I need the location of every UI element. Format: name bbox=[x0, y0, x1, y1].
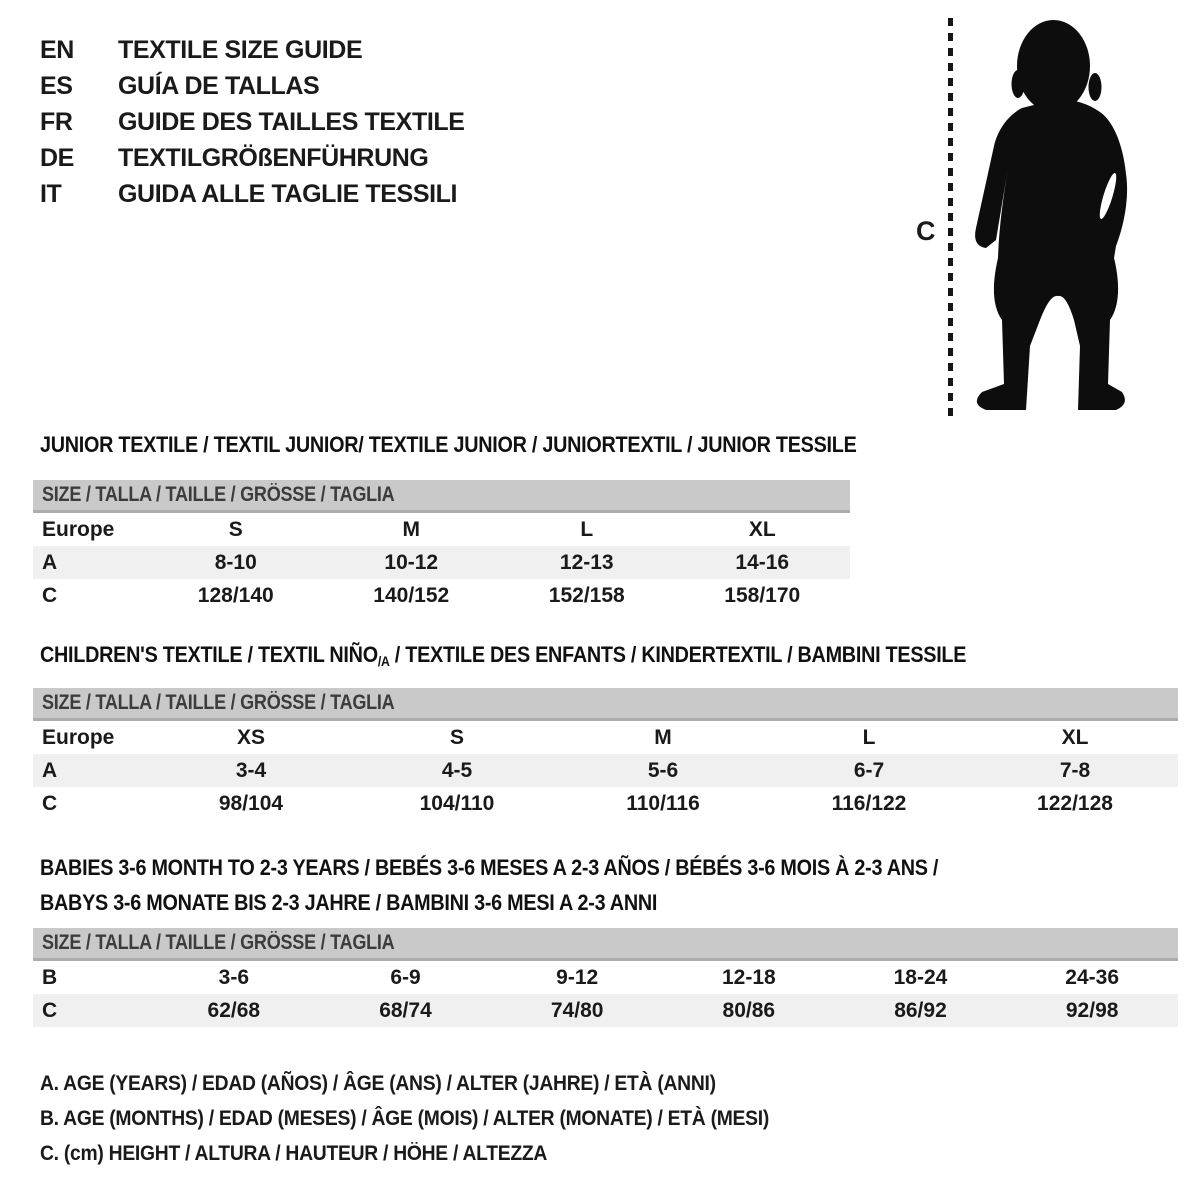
cell: 6-7 bbox=[853, 758, 885, 782]
guide-title-fr: GUIDE DES TAILLES TEXTILE bbox=[118, 107, 465, 136]
cell: 5-6 bbox=[647, 758, 679, 782]
height-measure-label: C bbox=[916, 216, 936, 246]
language-row bbox=[40, 32, 465, 68]
legend-line-c: C. (cm) HEIGHT / ALTURA / HAUTEUR / HÖHE / ALTEZZA bbox=[40, 1141, 548, 1165]
language-code: IT bbox=[40, 179, 62, 208]
size-header-row bbox=[33, 480, 850, 513]
row-label: C bbox=[42, 791, 58, 815]
cell: 62/68 bbox=[207, 998, 261, 1022]
size-header-row bbox=[33, 688, 1178, 721]
cell: L bbox=[862, 725, 876, 749]
language-code: DE bbox=[40, 143, 74, 172]
cell: M bbox=[402, 517, 420, 541]
cell: 12-18 bbox=[721, 965, 776, 989]
cell: 3-4 bbox=[235, 758, 267, 782]
cell: 116/122 bbox=[831, 791, 907, 815]
size-header-label: SIZE / TALLA / TAILLE / GRÖSSE / TAGLIA bbox=[42, 931, 395, 954]
cell: 7-8 bbox=[1059, 758, 1091, 782]
guide-title-en: TEXTILE SIZE GUIDE bbox=[118, 35, 363, 64]
size-header-label: SIZE / TALLA / TAILLE / GRÖSSE / TAGLIA bbox=[42, 691, 395, 714]
table-row bbox=[33, 754, 1178, 787]
cell: 104/110 bbox=[419, 791, 495, 815]
guide-title-es: GUÍA DE TALLAS bbox=[118, 71, 320, 100]
guide-title-de: TEXTILGRÖßENFÜHRUNG bbox=[118, 143, 429, 172]
babies-section-title: BABIES 3-6 MONTH TO 2-3 YEARS / BEBÉS 3-6 MESES A 2-3 AÑOS / BÉBÉS 3-6 MOIS À 2-3 ANS / BABYS 3-6 MONATE BIS 2-3 JAHRE / BAMBINI 3-6 MESI A 2-3 ANNI bbox=[40, 855, 939, 915]
language-row bbox=[40, 68, 465, 104]
row-label: A bbox=[42, 550, 58, 574]
cell: 98/104 bbox=[218, 791, 284, 815]
cell: XL bbox=[1061, 725, 1089, 749]
row-label: A bbox=[42, 758, 58, 782]
cell: 24-36 bbox=[1065, 965, 1120, 989]
height-measure-dashed-line bbox=[948, 18, 953, 416]
cell: 140/152 bbox=[373, 583, 450, 607]
legend-line-a: A. AGE (YEARS) / EDAD (AÑOS) / ÂGE (ANS) / ALTER (JAHRE) / ETÀ (ANNI) bbox=[40, 1071, 716, 1095]
cell: 9-12 bbox=[556, 965, 599, 989]
cell: 6-9 bbox=[390, 965, 421, 989]
language-title-list bbox=[40, 32, 465, 212]
language-code: ES bbox=[40, 71, 73, 100]
cell: L bbox=[580, 517, 594, 541]
row-label: C bbox=[42, 998, 58, 1022]
cell: 18-24 bbox=[893, 965, 948, 989]
cell: 152/158 bbox=[548, 583, 625, 607]
measure-legend bbox=[40, 1066, 832, 1171]
cell: 128/140 bbox=[197, 583, 274, 607]
language-code: EN bbox=[40, 35, 74, 64]
table-row bbox=[33, 721, 1178, 754]
babies-size-table bbox=[33, 928, 1178, 1027]
cell: 8-10 bbox=[214, 550, 257, 574]
language-code: FR bbox=[40, 107, 73, 136]
cell: XL bbox=[748, 517, 776, 541]
table-row bbox=[33, 513, 850, 546]
guide-title-it: GUIDA ALLE TAGLIE TESSILI bbox=[118, 179, 458, 208]
cell: 80/86 bbox=[722, 998, 776, 1022]
row-label: C bbox=[42, 583, 58, 607]
cell: 4-5 bbox=[441, 758, 473, 782]
table-row bbox=[33, 994, 1178, 1027]
cell: 122/128 bbox=[1037, 791, 1113, 815]
cell: 92/98 bbox=[1065, 998, 1119, 1022]
cell: 110/116 bbox=[626, 791, 700, 815]
size-header-label: SIZE / TALLA / TAILLE / GRÖSSE / TAGLIA bbox=[42, 483, 395, 506]
cell: 68/74 bbox=[379, 998, 432, 1022]
table-row bbox=[33, 787, 1178, 820]
table-row bbox=[33, 961, 1178, 994]
language-row bbox=[40, 176, 465, 212]
children-section-title: CHILDREN'S TEXTILE / TEXTIL $NIÑO_{/A}$ / TEXTILE DES ENFANTS / KINDERTEXTIL / BAMBINI TESSILE bbox=[40, 642, 967, 669]
cell: 158/170 bbox=[724, 583, 801, 607]
language-row bbox=[40, 140, 465, 176]
junior-section-title: JUNIOR TEXTILE / TEXTIL JUNIOR/ TEXTILE JUNIOR / JUNIORTEXTIL / JUNIOR TESSILE bbox=[40, 432, 857, 457]
cell: 10-12 bbox=[384, 550, 439, 574]
cell: 74/80 bbox=[550, 998, 604, 1022]
legend-line-b: B. AGE (MONTHS) / EDAD (MESES) / ÂGE (MOIS) / ALTER (MONATE) / ETÀ (MESI) bbox=[40, 1106, 770, 1130]
cell: M bbox=[654, 725, 672, 749]
cell: 86/92 bbox=[894, 998, 947, 1022]
cell: 14-16 bbox=[735, 550, 790, 574]
size-header-row bbox=[33, 928, 1178, 961]
row-label: Europe bbox=[42, 725, 115, 749]
table-row bbox=[33, 579, 850, 612]
cell: S bbox=[228, 517, 243, 541]
row-label: Europe bbox=[42, 517, 115, 541]
row-label: B bbox=[42, 965, 58, 989]
toddler-silhouette-icon bbox=[958, 16, 1153, 418]
cell: S bbox=[449, 725, 464, 749]
table-row bbox=[33, 546, 850, 579]
children-size-table bbox=[33, 688, 1178, 820]
nino-a-subscript: /A bbox=[377, 653, 390, 669]
cell: 12-13 bbox=[559, 550, 614, 574]
cell: XS bbox=[236, 725, 265, 749]
language-row bbox=[40, 104, 465, 140]
cell: 3-6 bbox=[218, 965, 249, 989]
junior-size-table bbox=[33, 480, 850, 612]
